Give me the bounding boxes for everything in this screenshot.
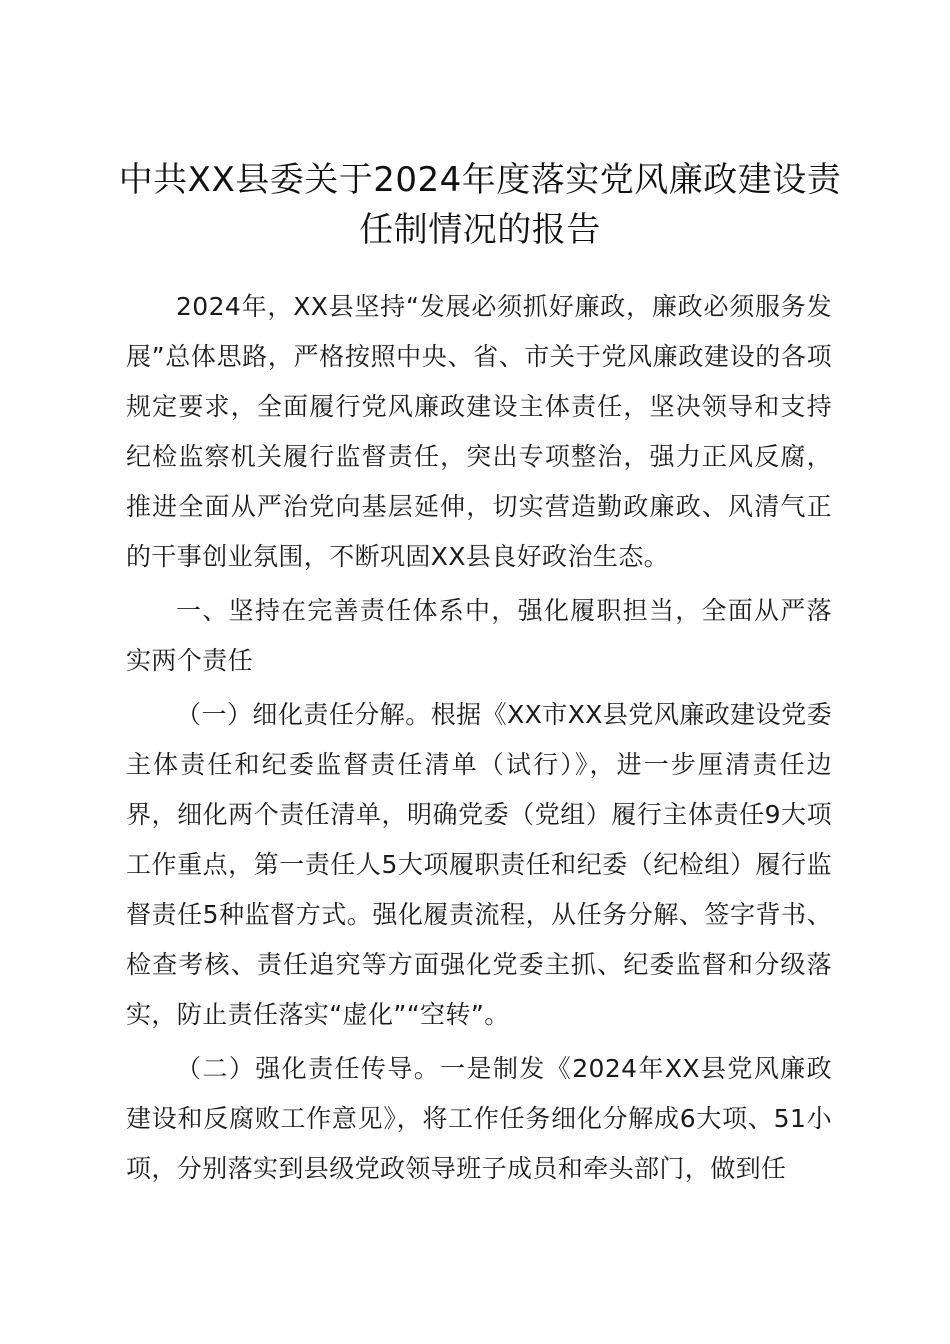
subsection-paragraph-1: （一）细化责任分解。根据《XX市XX县党风廉政建设党委主体责任和纪委监督责任清单（试行）》，进一步厘清责任边界，细化两个责任清单，明确党委（党组）履行主体责任9大项工作重点，第一责任人5大项履职责任和纪委（纪检组）履行监督责任5种监督方式。强化履责流程，从任务分解、签字背书、检查考核、责任追究等方面强化党委主抓、纪委监督和分级落实，防止责任落实“虚化”“空转”。: [126, 700, 832, 1029]
subsection-paragraph-2: （二）强化责任传导。一是制发《2024年XX县党风廉政建设和反腐败工作意见》，将工作任务细化分解成6大项、51小项，分别落实到县级党政领导班子成员和牵头部门，做到任: [126, 1054, 832, 1183]
intro-paragraph: 2024年，XX县坚持“发展必须抓好廉政，廉政必须服务发展”总体思路，严格按照中央、省、市关于党风廉政建设的各项规定要求，全面履行党风廉政建设主体责任，坚决领导和支持纪检监察机关履行监督责任，突出专项整治，强力正风反腐，推进全面从严治党向基层延伸，切实营造勤政廉政、风清气正的干事创业氛围，不断巩固XX县良好政治生态。: [126, 292, 832, 571]
section-heading-1: 一、坚持在完善责任体系中，强化履职担当，全面从严落实两个责任: [126, 596, 832, 675]
document-title: 中共XX县委关于2024年度落实党风廉政建设责任制情况的报告: [118, 160, 842, 250]
document-body: [126, 282, 832, 1194]
